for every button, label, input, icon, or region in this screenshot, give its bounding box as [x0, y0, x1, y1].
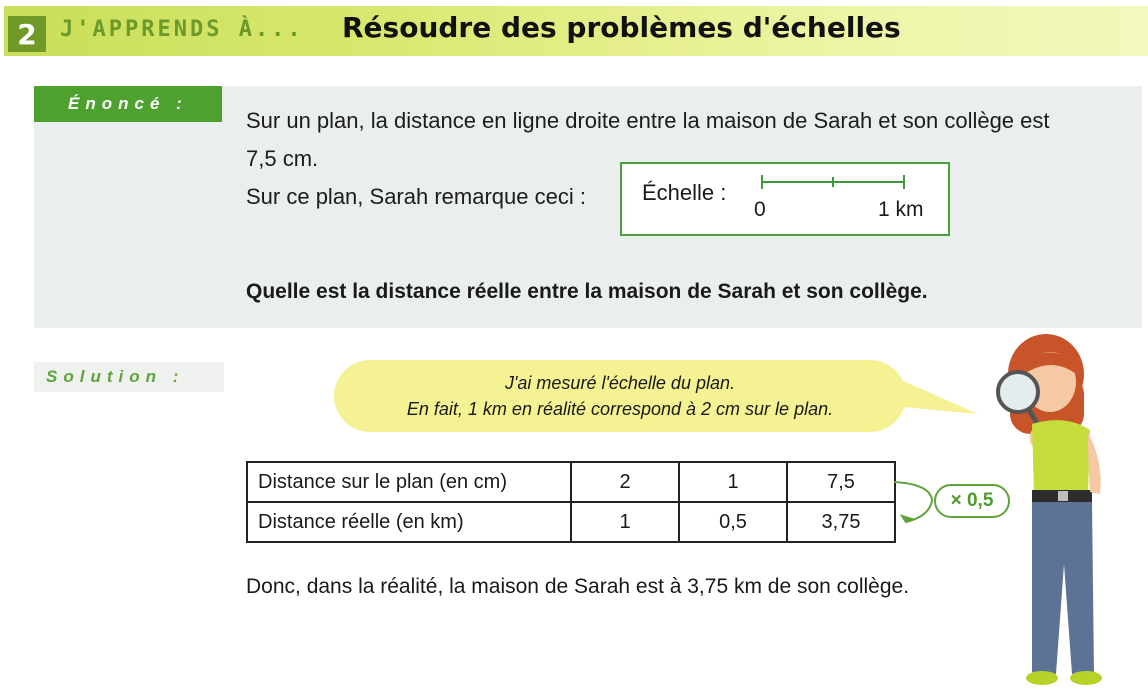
table-row-label: Distance réelle (en km) — [247, 502, 571, 542]
statement-tag: Énoncé : — [34, 86, 222, 122]
solution-tag: Solution : — [34, 362, 224, 392]
scale-start-label: 0 — [754, 198, 766, 221]
scale-label: Échelle : — [642, 180, 727, 205]
table-row-label: Distance sur le plan (en cm) — [247, 462, 571, 502]
multiplier-badge: × 0,5 — [934, 484, 1010, 518]
table-row — [247, 502, 895, 542]
speech-tail-icon — [892, 370, 982, 420]
table-cell: 1 — [679, 462, 787, 502]
page-title: Résoudre des problèmes d'échelles — [342, 11, 901, 44]
section-number-badge: 2 — [8, 16, 46, 52]
question-text: Quelle est la distance réelle entre la maison de Sarah et son collège. — [246, 280, 928, 303]
proportion-table — [246, 461, 896, 543]
scale-bar-icon — [758, 170, 908, 200]
table-cell: 7,5 — [787, 462, 895, 502]
statement-line-1: Sur un plan, la distance en ligne droite entre la maison de Sarah et son collège est — [246, 108, 1050, 133]
scale-box — [620, 162, 950, 236]
girl-with-magnifier-illustration — [976, 334, 1136, 694]
table-cell: 2 — [571, 462, 679, 502]
statement-line-3: Sur ce plan, Sarah remarque ceci : — [246, 184, 586, 209]
scale-end-label: 1 km — [878, 198, 924, 221]
speech-line-1: J'ai mesuré l'échelle du plan. — [504, 373, 735, 393]
speech-bubble — [334, 360, 906, 432]
table-cell: 3,75 — [787, 502, 895, 542]
conclusion-text: Donc, dans la réalité, la maison de Sarah est à 3,75 km de son collège. — [246, 575, 910, 598]
table-row — [247, 462, 895, 502]
statement-line-2: 7,5 cm. — [246, 146, 319, 171]
speech-line-2: En fait, 1 km en réalité correspond à 2 cm sur le plan. — [406, 399, 834, 419]
table-cell: 0,5 — [679, 502, 787, 542]
section-kicker: J'APPRENDS À... — [60, 17, 304, 42]
table-cell: 1 — [571, 502, 679, 542]
